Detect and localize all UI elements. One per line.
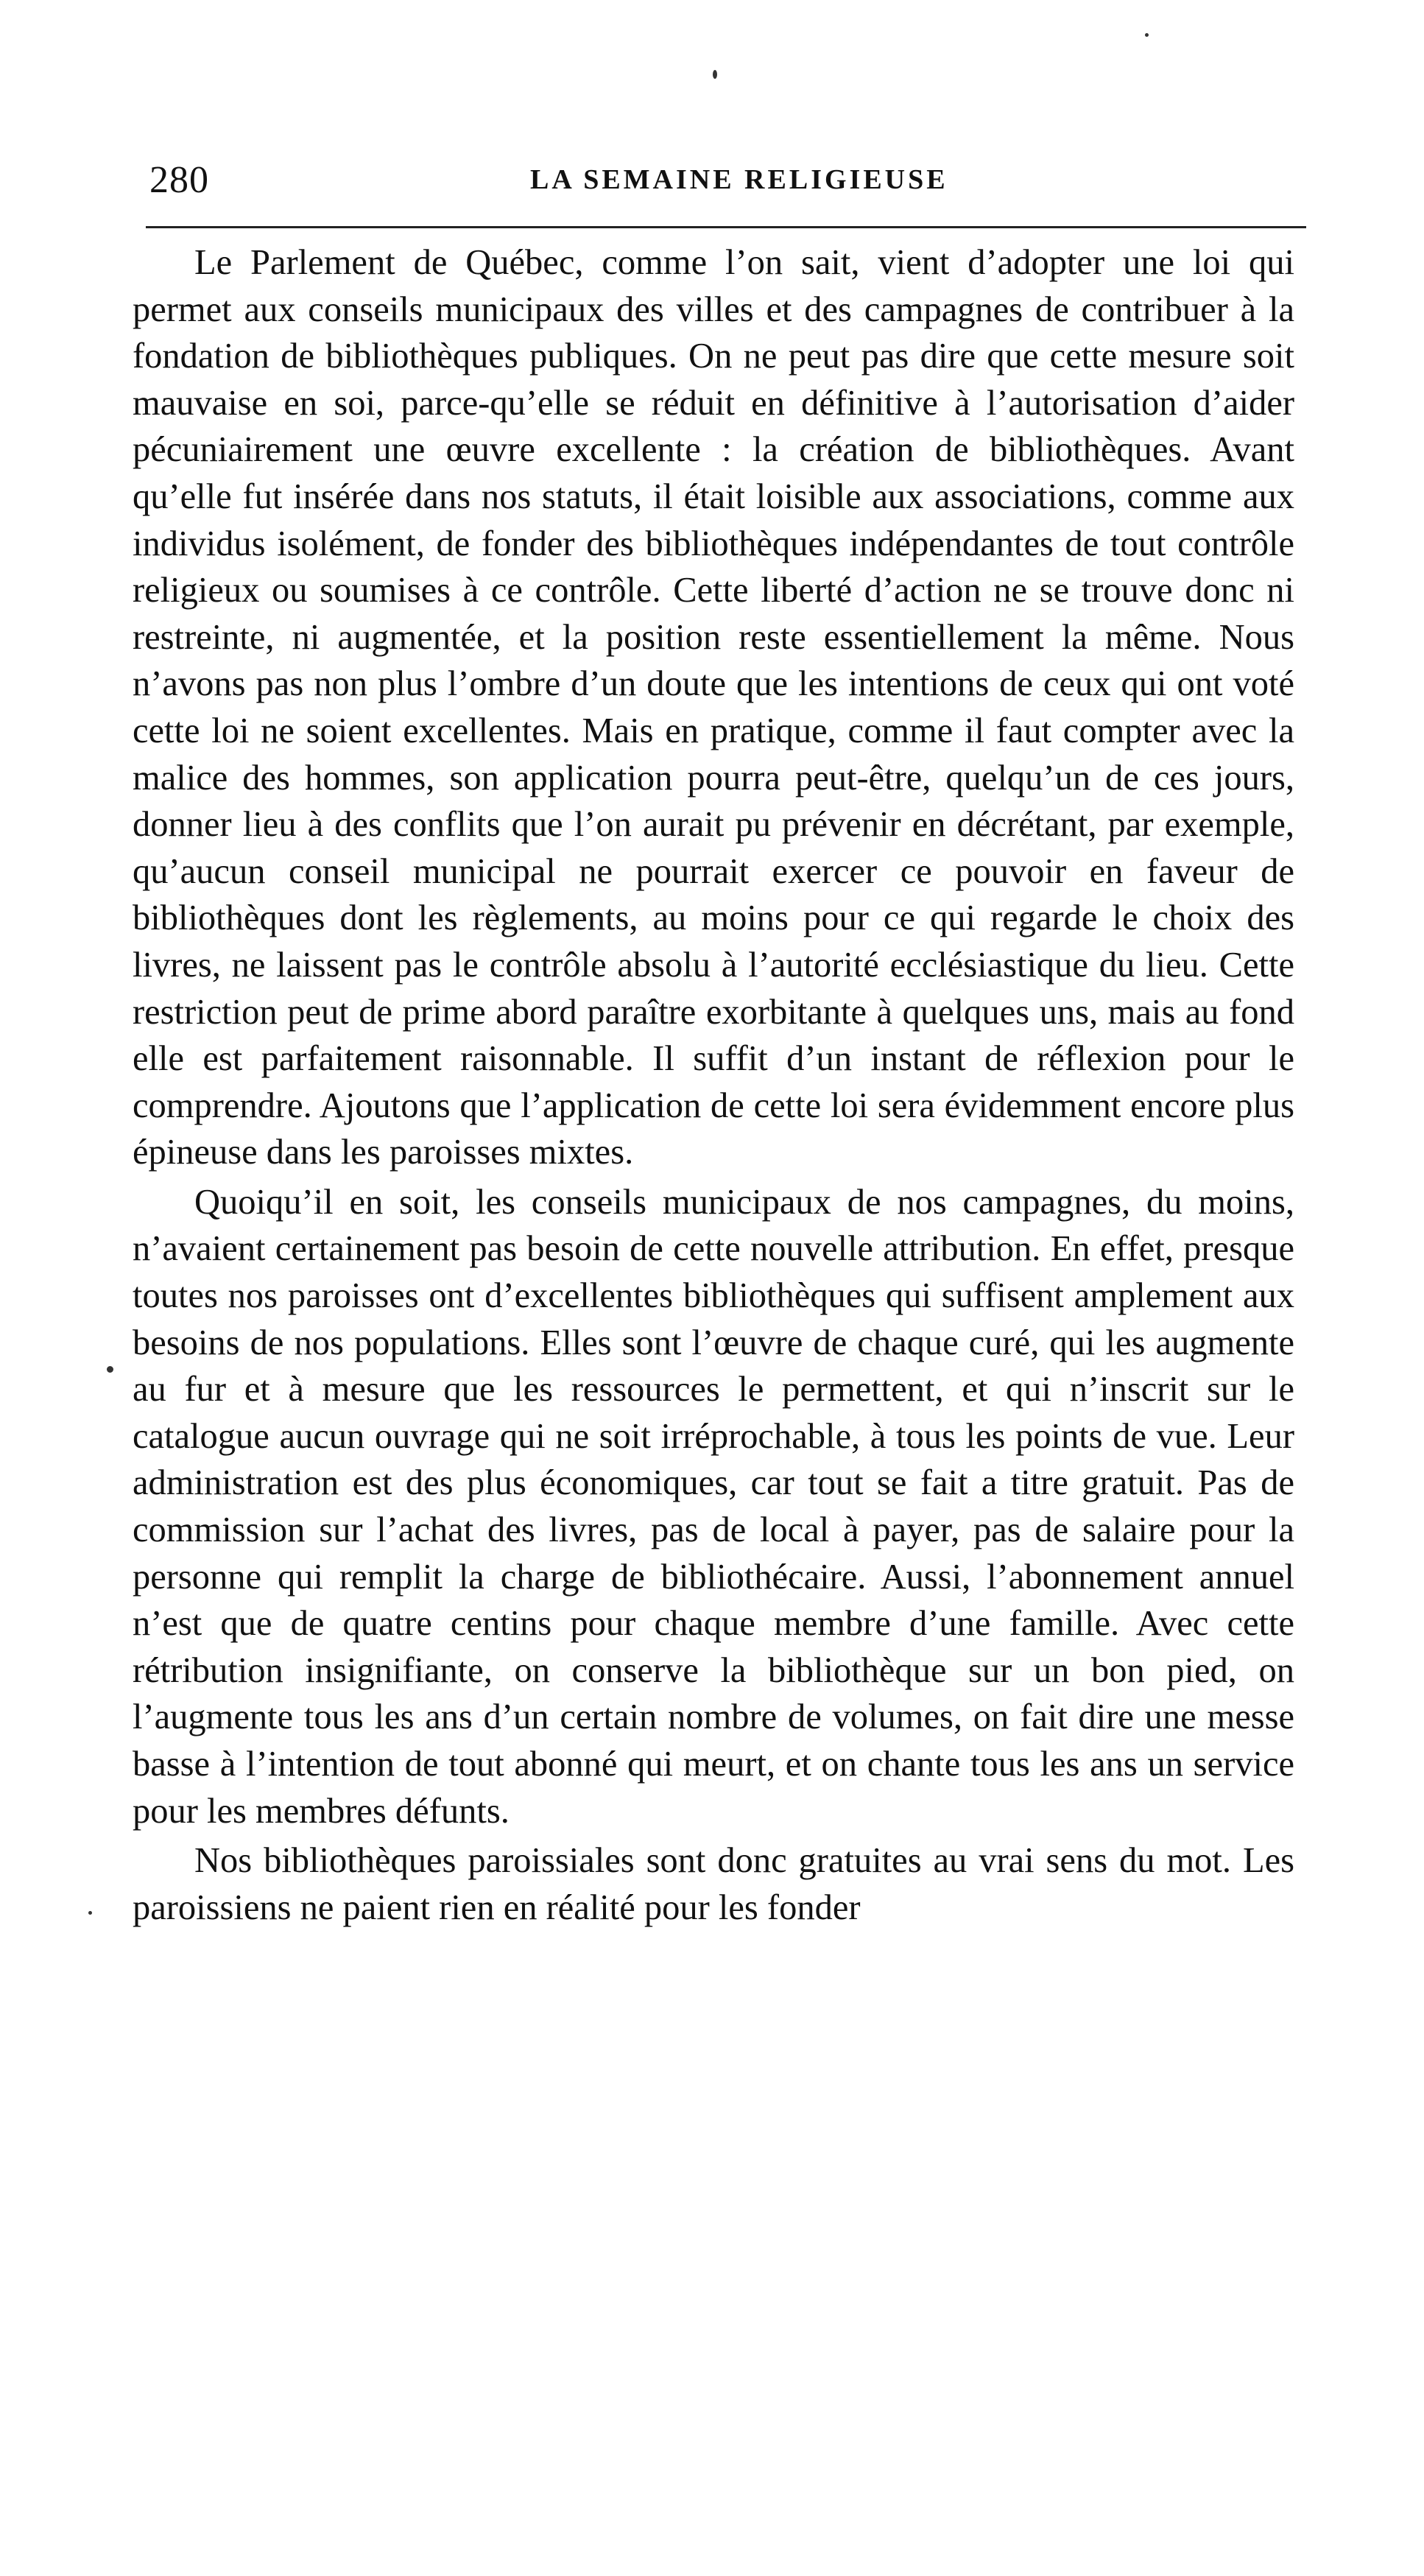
paragraph-2: Quoiqu’il en soit, les conseils municipaux de nos campagnes, du moins, n’avaient certainement pas besoin de cette nouvelle attribution. En effet, presque toutes nos paroisses ont d’excellentes bibliothèques qui suffisent amplement aux besoins de nos populations. Elles sont l’œuvre de chaque curé, qui les augmente au fur et à mesure que les ressources le permettent, et qui n’inscrit sur le catalogue aucun ouvrage qui ne soit irréprochable, à tous les points de vue. Leur administration est des plus économiques, car tout se fait a titre gratuit. Pas de commission sur l’achat des livres, pas de local à payer, pas de salaire pour la personne qui remplit la charge de bibliothécaire. Aussi, l’abonnement annuel n’est que de quatre centins pour chaque membre d’une famille. Avec cette rétribution insignifiante, on conserve la bibliothèque sur un bon pied, on l’augmente tous les ans d’un certain nombre de volumes, on fait dire une messe basse à l’intention de tout abonné qui meurt, et on chante tous les ans un service pour les membres défunts.: [133, 1182, 1294, 1831]
page-number: 280: [149, 159, 209, 201]
paragraph-1: Le Parlement de Québec, comme l’on sait, vient d’adopter une loi qui permet aux conseils municipaux des villes et des campagnes de contribuer à la fondation de bibliothèques publiques. On ne peut pas dire que cette mesure soit mauvaise en soi, parce-qu’elle se réduit en définitive à l’autorisation d’aider pécuniairement une œuvre excellente : la création de bibliothèques. Avant qu’elle fut insérée dans nos statuts, il était loisible aux associations, comme aux individus isolément, de fonder des bibliothèques indépendantes de tout contrôle religieux ou soumises à ce contrôle. Cette liberté d’action ne se trouve donc ni restreinte, ni augmentée, et la position reste essentiellement la même. Nous n’avons pas non plus l’ombre d’un doute que les intentions de ceux qui ont voté cette loi ne soient excellentes. Mais en pratique, comme il faut compter avec la malice des hommes, son application pourra peut-être, quelqu’un de ces jours, donner lieu à des conflits que l’on aurait pu prévenir en décrétant, par exemple, qu’aucun conseil municipal ne pourrait exercer ce pouvoir en faveur de bibliothèques dont les règlements, au moins pour ce qui regarde le choix des livres, ne laissent pas le contrôle absolu à l’autorité ecclésiastique du lieu. Cette restriction peut de prime abord paraître exorbitante à quelques uns, mais au fond elle est parfaitement raisonnable. Il suffit d’un instant de réflexion pour le comprendre. Ajoutons que l’application de cette loi sera évidemment encore plus épineuse dans les paroisses mixtes.: [133, 243, 1294, 1172]
paragraph-3: Nos bibliothèques paroissiales sont donc gratuites au vrai sens du mot. Les paroissiens ne paient rien en réalité pour les fonder: [133, 1841, 1294, 1927]
body-text: [133, 239, 1294, 1934]
scan-speck: [713, 70, 717, 79]
scan-speck: [107, 1366, 113, 1373]
scan-speck: [1145, 33, 1149, 37]
scan-speck: [88, 1911, 92, 1915]
header-rule: [146, 226, 1306, 228]
running-head: LA SEMAINE RELIGIEUSE: [530, 164, 948, 195]
